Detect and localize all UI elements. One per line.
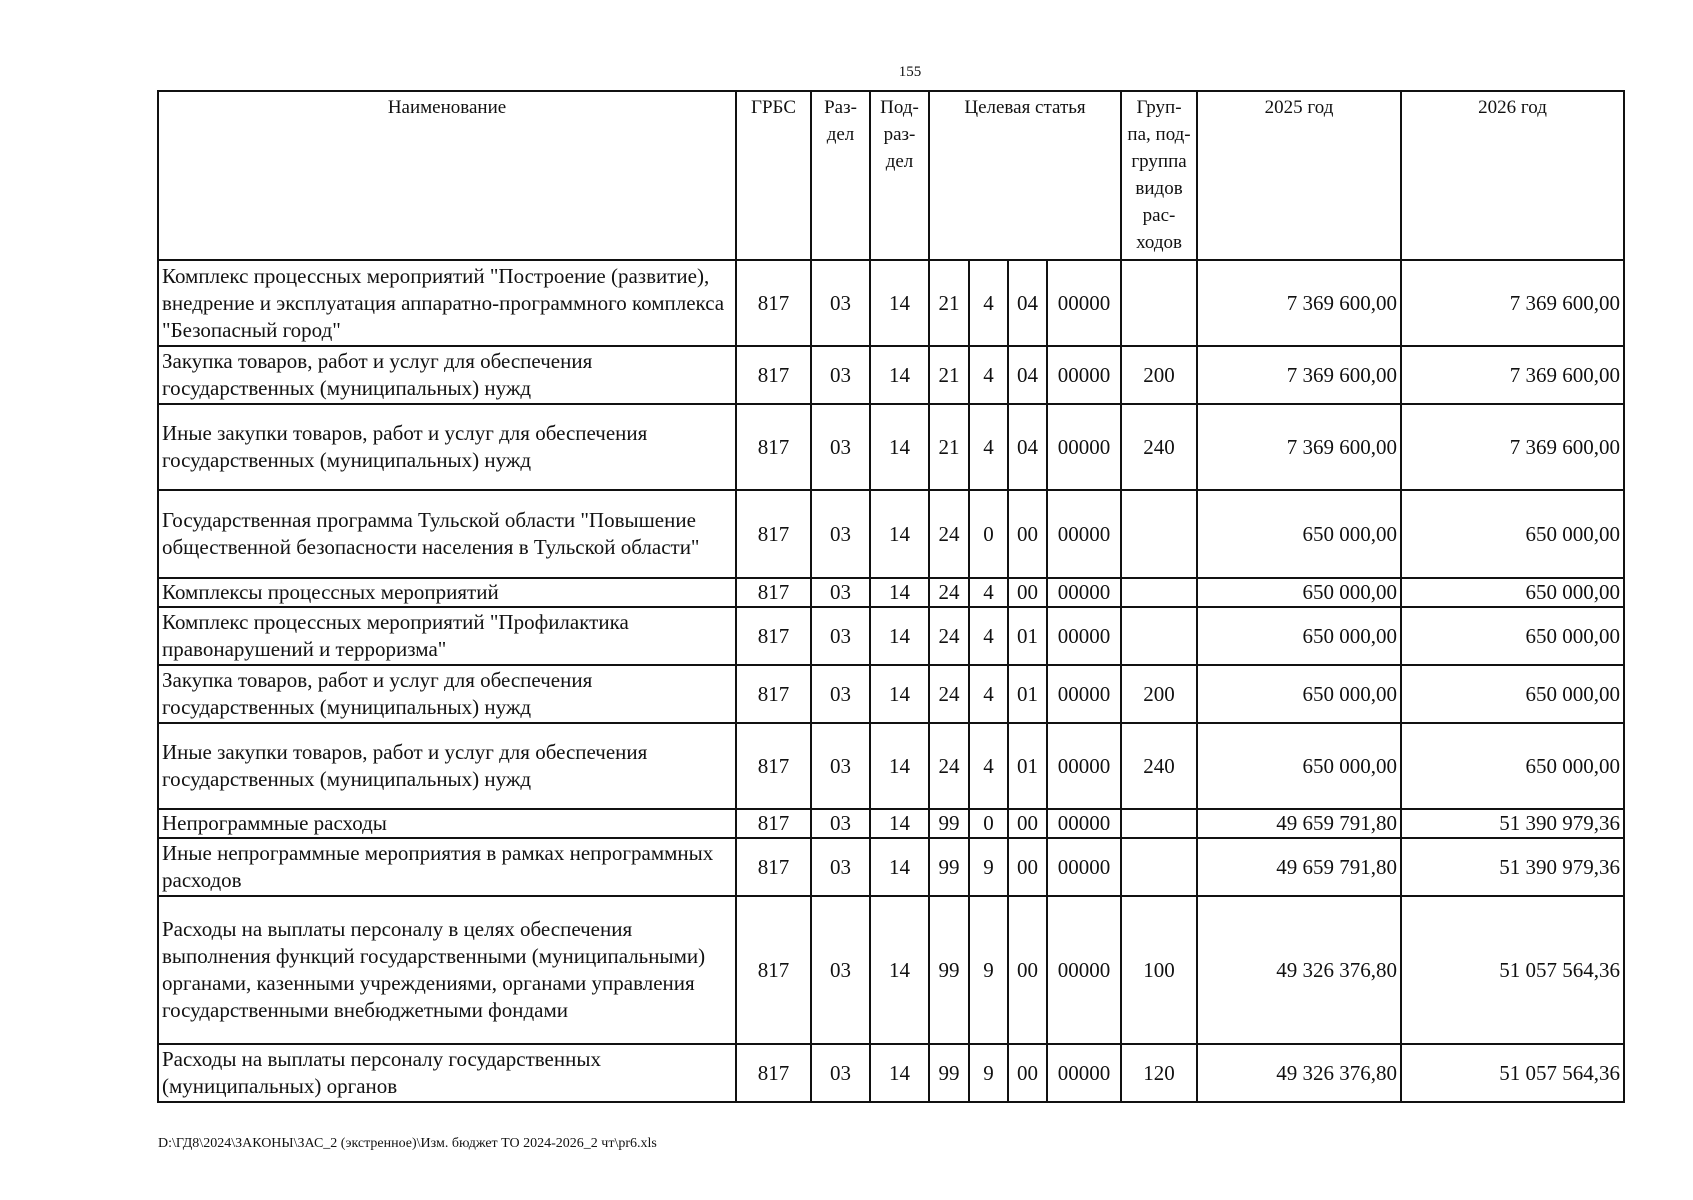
header-subsection: Под- раз- дел bbox=[870, 91, 929, 260]
table-cell-target-program: 24 bbox=[929, 665, 969, 723]
table-cell-target-program: 24 bbox=[929, 723, 969, 809]
table-cell-expense-group bbox=[1121, 838, 1197, 896]
table-cell-grbs: 817 bbox=[736, 723, 811, 809]
table-cell-target-type: 0 bbox=[969, 490, 1008, 578]
table-cell-grbs: 817 bbox=[736, 1044, 811, 1102]
table-cell-amount-2026: 51 390 979,36 bbox=[1401, 838, 1624, 896]
file-path: D:\ГД8\2024\ЗАКОНЫ\ЗАС_2 (экстренное)\Изм. бюджет ТО 2024-2026_2 чт\pr6.xls bbox=[158, 1136, 657, 1151]
table-cell-grbs: 817 bbox=[736, 838, 811, 896]
table-cell-target-type: 4 bbox=[969, 665, 1008, 723]
table-cell-amount-2026: 51 057 564,36 bbox=[1401, 1044, 1624, 1102]
table-cell-target-subprogram: 04 bbox=[1008, 260, 1047, 346]
table-cell-amount-2025: 650 000,00 bbox=[1197, 490, 1401, 578]
table-cell-grbs: 817 bbox=[736, 607, 811, 665]
table-cell-section: 03 bbox=[811, 346, 870, 404]
table-cell-expense-group bbox=[1121, 260, 1197, 346]
table-cell-subsection: 14 bbox=[870, 1044, 929, 1102]
table-cell-amount-2025: 650 000,00 bbox=[1197, 665, 1401, 723]
table-row bbox=[158, 578, 1624, 607]
table-cell-subsection: 14 bbox=[870, 578, 929, 607]
table-cell-section: 03 bbox=[811, 665, 870, 723]
header-expense-group: Груп- па, под- группа видов рас- ходов bbox=[1121, 91, 1197, 260]
table-cell-grbs: 817 bbox=[736, 346, 811, 404]
table-cell-amount-2025: 650 000,00 bbox=[1197, 578, 1401, 607]
table-cell-grbs: 817 bbox=[736, 404, 811, 490]
table-row bbox=[158, 1044, 1624, 1102]
table-cell-amount-2026: 650 000,00 bbox=[1401, 490, 1624, 578]
table-cell-target-direction: 00000 bbox=[1047, 346, 1121, 404]
table-cell-subsection: 14 bbox=[870, 723, 929, 809]
header-name: Наименование bbox=[158, 91, 736, 260]
table-cell-name: Комплексы процессных мероприятий bbox=[158, 578, 736, 607]
budget-table bbox=[157, 90, 1625, 1103]
table-cell-target-program: 99 bbox=[929, 838, 969, 896]
header-section: Раз- дел bbox=[811, 91, 870, 260]
table-cell-subsection: 14 bbox=[870, 490, 929, 578]
table-cell-subsection: 14 bbox=[870, 896, 929, 1044]
table-cell-target-subprogram: 04 bbox=[1008, 346, 1047, 404]
table-cell-subsection: 14 bbox=[870, 260, 929, 346]
table-cell-target-type: 4 bbox=[969, 578, 1008, 607]
table-row bbox=[158, 838, 1624, 896]
table-cell-target-type: 4 bbox=[969, 346, 1008, 404]
table-cell-amount-2026: 650 000,00 bbox=[1401, 578, 1624, 607]
table-cell-target-program: 99 bbox=[929, 809, 969, 838]
table-cell-name: Закупка товаров, работ и услуг для обеспечения государственных (муниципальных) нужд bbox=[158, 665, 736, 723]
table-cell-amount-2026: 51 057 564,36 bbox=[1401, 896, 1624, 1044]
table-cell-target-program: 99 bbox=[929, 1044, 969, 1102]
table-cell-name: Иные закупки товаров, работ и услуг для обеспечения государственных (муниципальных) нужд bbox=[158, 723, 736, 809]
table-cell-target-subprogram: 00 bbox=[1008, 838, 1047, 896]
table-cell-section: 03 bbox=[811, 578, 870, 607]
table-cell-target-type: 4 bbox=[969, 260, 1008, 346]
table-cell-section: 03 bbox=[811, 838, 870, 896]
table-cell-section: 03 bbox=[811, 809, 870, 838]
table-cell-subsection: 14 bbox=[870, 346, 929, 404]
table-cell-amount-2025: 7 369 600,00 bbox=[1197, 260, 1401, 346]
table-cell-target-subprogram: 04 bbox=[1008, 404, 1047, 490]
table-cell-expense-group: 200 bbox=[1121, 665, 1197, 723]
table-cell-amount-2025: 49 326 376,80 bbox=[1197, 1044, 1401, 1102]
table-cell-expense-group bbox=[1121, 607, 1197, 665]
table-cell-amount-2026: 650 000,00 bbox=[1401, 665, 1624, 723]
table-cell-grbs: 817 bbox=[736, 809, 811, 838]
table-cell-target-type: 4 bbox=[969, 607, 1008, 665]
table-cell-subsection: 14 bbox=[870, 404, 929, 490]
table-cell-name: Государственная программа Тульской области "Повышение общественной безопасности населения в Тульской области" bbox=[158, 490, 736, 578]
table-cell-name: Расходы на выплаты персоналу в целях обеспечения выполнения функций государственными (муниципальными) органами, казенными учреждениями, органами управления государственными внебюджетными фондами bbox=[158, 896, 736, 1044]
table-row bbox=[158, 404, 1624, 490]
table-cell-expense-group bbox=[1121, 578, 1197, 607]
table-cell-expense-group: 240 bbox=[1121, 404, 1197, 490]
table-cell-amount-2026: 51 390 979,36 bbox=[1401, 809, 1624, 838]
table-cell-subsection: 14 bbox=[870, 809, 929, 838]
table-cell-target-direction: 00000 bbox=[1047, 490, 1121, 578]
table-row bbox=[158, 490, 1624, 578]
table-cell-expense-group bbox=[1121, 490, 1197, 578]
table-cell-expense-group: 120 bbox=[1121, 1044, 1197, 1102]
table-cell-target-direction: 00000 bbox=[1047, 665, 1121, 723]
table-cell-target-direction: 00000 bbox=[1047, 809, 1121, 838]
table-cell-grbs: 817 bbox=[736, 490, 811, 578]
table-cell-section: 03 bbox=[811, 607, 870, 665]
table-cell-amount-2026: 7 369 600,00 bbox=[1401, 260, 1624, 346]
table-cell-amount-2026: 7 369 600,00 bbox=[1401, 346, 1624, 404]
table-cell-target-direction: 00000 bbox=[1047, 607, 1121, 665]
table-cell-target-subprogram: 01 bbox=[1008, 607, 1047, 665]
table-cell-grbs: 817 bbox=[736, 260, 811, 346]
table-cell-target-program: 24 bbox=[929, 578, 969, 607]
header-2025: 2025 год bbox=[1197, 91, 1401, 260]
table-cell-subsection: 14 bbox=[870, 665, 929, 723]
table-cell-target-direction: 00000 bbox=[1047, 404, 1121, 490]
table-cell-target-type: 9 bbox=[969, 896, 1008, 1044]
table-cell-target-subprogram: 00 bbox=[1008, 490, 1047, 578]
table-cell-expense-group: 200 bbox=[1121, 346, 1197, 404]
table-cell-target-subprogram: 01 bbox=[1008, 665, 1047, 723]
table-cell-target-program: 24 bbox=[929, 607, 969, 665]
table-cell-amount-2025: 49 326 376,80 bbox=[1197, 896, 1401, 1044]
table-cell-expense-group bbox=[1121, 809, 1197, 838]
table-cell-amount-2025: 650 000,00 bbox=[1197, 723, 1401, 809]
table-row bbox=[158, 665, 1624, 723]
table-cell-target-direction: 00000 bbox=[1047, 896, 1121, 1044]
table-cell-target-subprogram: 00 bbox=[1008, 1044, 1047, 1102]
table-cell-amount-2025: 49 659 791,80 bbox=[1197, 809, 1401, 838]
table-cell-target-direction: 00000 bbox=[1047, 578, 1121, 607]
table-cell-name: Закупка товаров, работ и услуг для обеспечения государственных (муниципальных) нужд bbox=[158, 346, 736, 404]
header-target-article: Целевая статья bbox=[929, 91, 1121, 260]
header-grbs: ГРБС bbox=[736, 91, 811, 260]
table-cell-target-type: 9 bbox=[969, 1044, 1008, 1102]
table-cell-name: Иные закупки товаров, работ и услуг для обеспечения государственных (муниципальных) нужд bbox=[158, 404, 736, 490]
table-cell-name: Иные непрограммные мероприятия в рамках непрограммных расходов bbox=[158, 838, 736, 896]
table-cell-target-subprogram: 00 bbox=[1008, 578, 1047, 607]
table-cell-amount-2025: 650 000,00 bbox=[1197, 607, 1401, 665]
table-cell-name: Непрограммные расходы bbox=[158, 809, 736, 838]
table-cell-grbs: 817 bbox=[736, 665, 811, 723]
table-cell-expense-group: 240 bbox=[1121, 723, 1197, 809]
table-cell-grbs: 817 bbox=[736, 578, 811, 607]
table-row bbox=[158, 896, 1624, 1044]
table-cell-grbs: 817 bbox=[736, 896, 811, 1044]
table-row bbox=[158, 607, 1624, 665]
table-cell-name: Расходы на выплаты персоналу государственных (муниципальных) органов bbox=[158, 1044, 736, 1102]
table-cell-target-type: 9 bbox=[969, 838, 1008, 896]
table-cell-target-direction: 00000 bbox=[1047, 1044, 1121, 1102]
table-cell-target-program: 99 bbox=[929, 896, 969, 1044]
table-cell-section: 03 bbox=[811, 1044, 870, 1102]
table-cell-name: Комплекс процессных мероприятий "Построение (развитие), внедрение и эксплуатация аппаратно-программного комплекса "Безопасный город" bbox=[158, 260, 736, 346]
table-cell-section: 03 bbox=[811, 404, 870, 490]
table-cell-target-type: 4 bbox=[969, 723, 1008, 809]
table-cell-target-type: 0 bbox=[969, 809, 1008, 838]
table-cell-amount-2025: 7 369 600,00 bbox=[1197, 346, 1401, 404]
table-cell-expense-group: 100 bbox=[1121, 896, 1197, 1044]
page-number: 155 bbox=[898, 64, 922, 80]
table-cell-subsection: 14 bbox=[870, 607, 929, 665]
table-cell-amount-2026: 650 000,00 bbox=[1401, 607, 1624, 665]
table-cell-target-subprogram: 01 bbox=[1008, 723, 1047, 809]
header-2026: 2026 год bbox=[1401, 91, 1624, 260]
table-cell-amount-2025: 49 659 791,80 bbox=[1197, 838, 1401, 896]
table-cell-section: 03 bbox=[811, 490, 870, 578]
table-row bbox=[158, 809, 1624, 838]
table-cell-target-program: 21 bbox=[929, 404, 969, 490]
table-row bbox=[158, 723, 1624, 809]
table-cell-target-type: 4 bbox=[969, 404, 1008, 490]
table-row bbox=[158, 346, 1624, 404]
table-cell-subsection: 14 bbox=[870, 838, 929, 896]
table-cell-section: 03 bbox=[811, 260, 870, 346]
table-cell-amount-2026: 7 369 600,00 bbox=[1401, 404, 1624, 490]
table-cell-target-direction: 00000 bbox=[1047, 723, 1121, 809]
table-cell-section: 03 bbox=[811, 896, 870, 1044]
table-cell-amount-2026: 650 000,00 bbox=[1401, 723, 1624, 809]
table-cell-target-program: 21 bbox=[929, 346, 969, 404]
table-cell-target-program: 21 bbox=[929, 260, 969, 346]
table-cell-target-subprogram: 00 bbox=[1008, 809, 1047, 838]
table-cell-target-direction: 00000 bbox=[1047, 260, 1121, 346]
table-header-row bbox=[158, 91, 1624, 260]
table-cell-section: 03 bbox=[811, 723, 870, 809]
table-row bbox=[158, 260, 1624, 346]
table-cell-target-direction: 00000 bbox=[1047, 838, 1121, 896]
table-cell-name: Комплекс процессных мероприятий "Профилактика правонарушений и терроризма" bbox=[158, 607, 736, 665]
table-cell-target-subprogram: 00 bbox=[1008, 896, 1047, 1044]
table-cell-target-program: 24 bbox=[929, 490, 969, 578]
table-cell-amount-2025: 7 369 600,00 bbox=[1197, 404, 1401, 490]
